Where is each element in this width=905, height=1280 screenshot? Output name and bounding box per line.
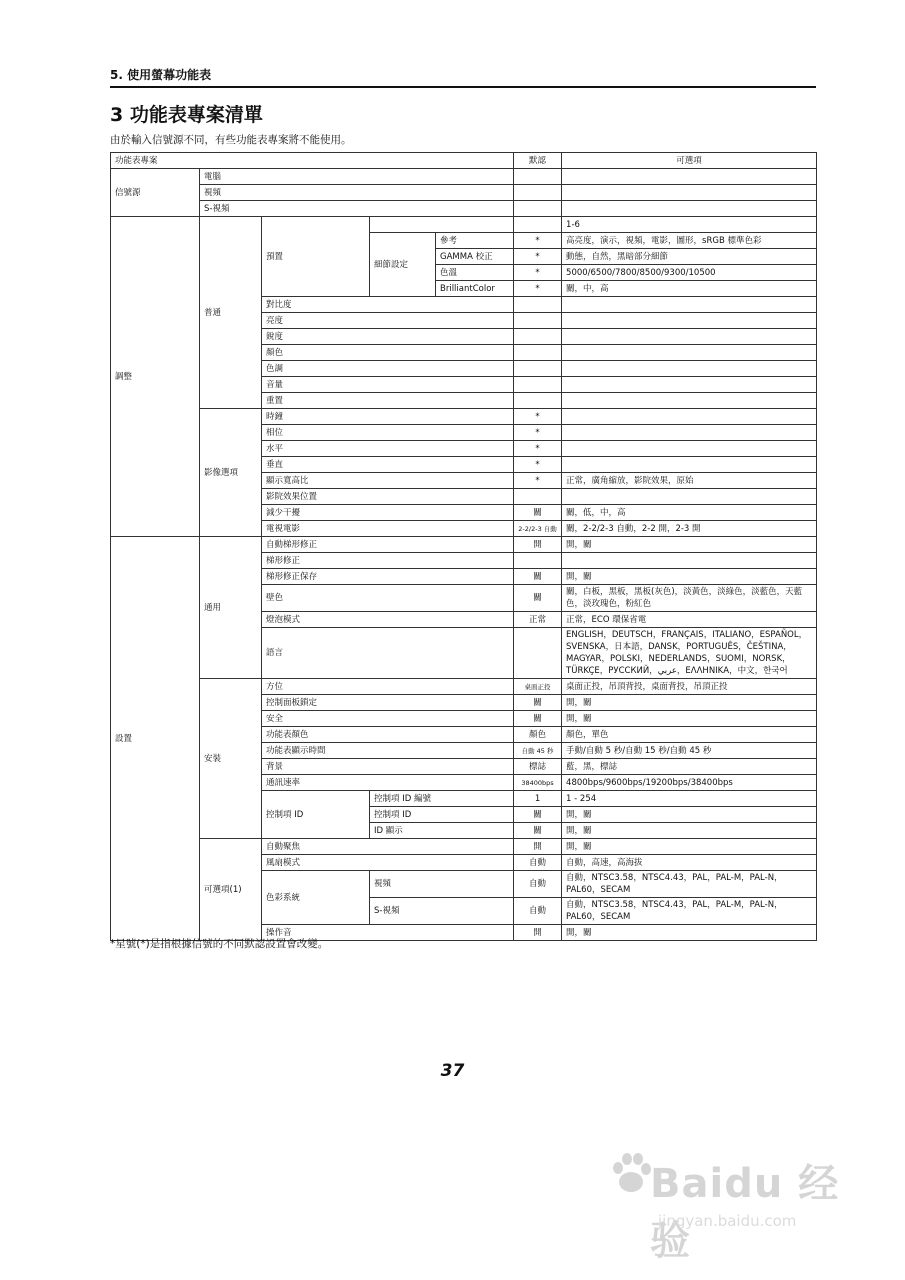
row-default: 關 (514, 695, 562, 711)
row-name: S-視頻 (370, 898, 514, 925)
row-default: * (514, 265, 562, 281)
row-name: 語言 (262, 628, 514, 679)
row-options: 5000/6500/7800/8500/9300/10500 (562, 265, 817, 281)
row-name: 操作音 (262, 925, 514, 941)
row-name: 垂直 (262, 457, 514, 473)
row-options: 正常，廣角縮放，影院效果，原始 (562, 473, 817, 489)
header-item: 功能表專案 (111, 153, 514, 169)
row-options: 自動，NTSC3.58，NTSC4.43，PAL，PAL-M，PAL-N，PAL60，SECAM (562, 898, 817, 925)
row-name: 通訊速率 (262, 775, 514, 791)
row-name: 參考 (436, 233, 514, 249)
row-name: 視頻 (370, 871, 514, 898)
table-row (111, 201, 817, 217)
watermark-url: jingyan.baidu.com (658, 1212, 797, 1230)
row-default (514, 489, 562, 505)
row-name: 壁色 (262, 585, 514, 612)
row-name: 時鐘 (262, 409, 514, 425)
row-name: 色溫 (436, 265, 514, 281)
row-name: 背景 (262, 759, 514, 775)
table-row (111, 537, 817, 553)
row-name: 重置 (262, 393, 514, 409)
chapter-heading: 5. 使用螢幕功能表 (110, 68, 212, 82)
table-row (111, 409, 817, 425)
row-options (562, 457, 817, 473)
row-options: 開，關 (562, 537, 817, 553)
row-options: 開，關 (562, 569, 817, 585)
row-default: 開 (514, 839, 562, 855)
row-options: 關，2-2/2-3 自動，2-2 開，2-3 開 (562, 521, 817, 537)
row-options (562, 425, 817, 441)
group-image: 影像選項 (200, 409, 262, 537)
row-name: 色調 (262, 361, 514, 377)
row-options (562, 489, 817, 505)
group-install: 安裝 (200, 679, 262, 839)
group-adjust: 調整 (111, 217, 200, 537)
table-header-row (111, 153, 817, 169)
section-title: 3 功能表專案清單 (110, 104, 263, 126)
row-options: 手動/自動 5 秒/自動 15 秒/自動 45 秒 (562, 743, 817, 759)
row-name: 自動聚焦 (262, 839, 514, 855)
row-name: GAMMA 校正 (436, 249, 514, 265)
row-name: 電視電影 (262, 521, 514, 537)
row-default: 2-2/2-3 自動 (514, 521, 562, 537)
row-default: 38400bps (514, 775, 562, 791)
row-name: 影院效果位置 (262, 489, 514, 505)
row-options: 自動，高速，高海拔 (562, 855, 817, 871)
row-default: * (514, 441, 562, 457)
header-default: 默認 (514, 153, 562, 169)
chapter-rule (110, 86, 816, 88)
row-options: 桌面正投，吊頂背投，桌面背投，吊頂正投 (562, 679, 817, 695)
group-options: 可選項(1) (200, 839, 262, 941)
row-default: 自動 (514, 871, 562, 898)
row-default: 正常 (514, 612, 562, 628)
row-options: 高亮度，演示，視頻，電影，圖形，sRGB 標準色彩 (562, 233, 817, 249)
row-default: 顏色 (514, 727, 562, 743)
row-name: 視頻 (200, 185, 514, 201)
row-options: 關，中，高 (562, 281, 817, 297)
row-default (514, 553, 562, 569)
row-options: 關，白板，黑板，黑板(灰色)，淡黃色，淡綠色，淡藍色，天藍色，淡玫瑰色，粉紅色 (562, 585, 817, 612)
row-name: ID 顯示 (370, 823, 514, 839)
row-options: 動態，自然，黑暗部分細節 (562, 249, 817, 265)
row-name: 自動梯形修正 (262, 537, 514, 553)
table-row (111, 217, 817, 233)
row-name: 控制項 ID 編號 (370, 791, 514, 807)
row-options (562, 409, 817, 425)
row-name: 控制項 ID (370, 807, 514, 823)
group-control-id: 控制項 ID (262, 791, 370, 839)
row-options: ENGLISH，DEUTSCH，FRANÇAIS，ITALIANO，ESPAÑOL，SVENSKA，日本語，DANSK，PORTUGUÊS，ČEŠTINA，MAGYAR，POLSKI，NEDERLANDS，SUOMI，NORSK，TÜRKÇE，РУССКИЙ，عربي，ΕΛΛΗΝΙΚΑ，中文，한국어 (562, 628, 817, 679)
row-name: 方位 (262, 679, 514, 695)
row-options: 1 - 254 (562, 791, 817, 807)
row-default: 自動 (514, 855, 562, 871)
row-default: 關 (514, 711, 562, 727)
row-options: 藍，黑，標誌 (562, 759, 817, 775)
row-options: 開，關 (562, 695, 817, 711)
row-name: 燈泡模式 (262, 612, 514, 628)
row-name: 功能表顯示時間 (262, 743, 514, 759)
row-name: 顯示寬高比 (262, 473, 514, 489)
group-normal: 普通 (200, 217, 262, 409)
row-options (562, 553, 817, 569)
row-options: 顏色，單色 (562, 727, 817, 743)
watermark (610, 1140, 860, 1264)
row-name: 梯形修正保存 (262, 569, 514, 585)
row-default: 自動 45 秒 (514, 743, 562, 759)
group-detail: 細節設定 (370, 233, 436, 297)
row-default: 標誌 (514, 759, 562, 775)
footnote: *星號(*)是指根據信號的不同默認設置會改變。 (110, 938, 329, 950)
row-default: 自動 (514, 898, 562, 925)
row-name: 梯形修正 (262, 553, 514, 569)
row-default: 關 (514, 823, 562, 839)
row-default: 桌面正投 (514, 679, 562, 695)
row-name: 風扇模式 (262, 855, 514, 871)
group-color-system: 色彩系統 (262, 871, 370, 925)
row-options: 關，低，中，高 (562, 505, 817, 521)
row-options: 4800bps/9600bps/19200bps/38400bps (562, 775, 817, 791)
row-name: 音量 (262, 377, 514, 393)
table-row (111, 185, 817, 201)
row-default: 開 (514, 537, 562, 553)
row-default: * (514, 233, 562, 249)
row-default (514, 628, 562, 679)
table-row (111, 679, 817, 695)
row-options: 開，關 (562, 823, 817, 839)
row-default: 關 (514, 807, 562, 823)
row-default: * (514, 281, 562, 297)
row-name: 安全 (262, 711, 514, 727)
row-name: 顏色 (262, 345, 514, 361)
watermark-main: Baidu 经验 (650, 1161, 840, 1264)
row-name: 水平 (262, 441, 514, 457)
table-row (111, 169, 817, 185)
row-options: 自動，NTSC3.58，NTSC4.43，PAL，PAL-M，PAL-N，PAL60，SECAM (562, 871, 817, 898)
row-options: 1-6 (562, 217, 817, 233)
group-general: 通用 (200, 537, 262, 679)
row-name: 控制面板鎖定 (262, 695, 514, 711)
row-name: 銳度 (262, 329, 514, 345)
row-name: 對比度 (262, 297, 514, 313)
row-options (562, 441, 817, 457)
row-default: * (514, 473, 562, 489)
row-default: * (514, 409, 562, 425)
paw-icon (610, 1148, 652, 1196)
group-setup: 設置 (111, 537, 200, 941)
group-source: 信號源 (111, 169, 200, 217)
row-options: 開，關 (562, 839, 817, 855)
row-default: * (514, 425, 562, 441)
row-name: 電腦 (200, 169, 514, 185)
menu-table (110, 152, 817, 941)
row-name: BrilliantColor (436, 281, 514, 297)
header-options: 可選項 (562, 153, 817, 169)
table-row (111, 839, 817, 855)
row-options: 開，關 (562, 807, 817, 823)
row-name: 相位 (262, 425, 514, 441)
row-default: * (514, 249, 562, 265)
group-preset: 預置 (262, 217, 370, 297)
row-default: 關 (514, 585, 562, 612)
row-default: 關 (514, 569, 562, 585)
intro-text: 由於輸入信號源不同，有些功能表專案將不能使用。 (110, 134, 352, 146)
row-name: S-視頻 (200, 201, 514, 217)
row-default: 關 (514, 505, 562, 521)
row-default: 開 (514, 925, 562, 941)
row-name: 亮度 (262, 313, 514, 329)
row-options: 開，關 (562, 711, 817, 727)
row-name: 減少干擾 (262, 505, 514, 521)
row-default: 1 (514, 791, 562, 807)
row-default: * (514, 457, 562, 473)
row-options: 開，關 (562, 925, 817, 941)
page-number: 37 (440, 1061, 465, 1081)
row-options: 正常，ECO 環保省電 (562, 612, 817, 628)
row-name: 功能表顏色 (262, 727, 514, 743)
